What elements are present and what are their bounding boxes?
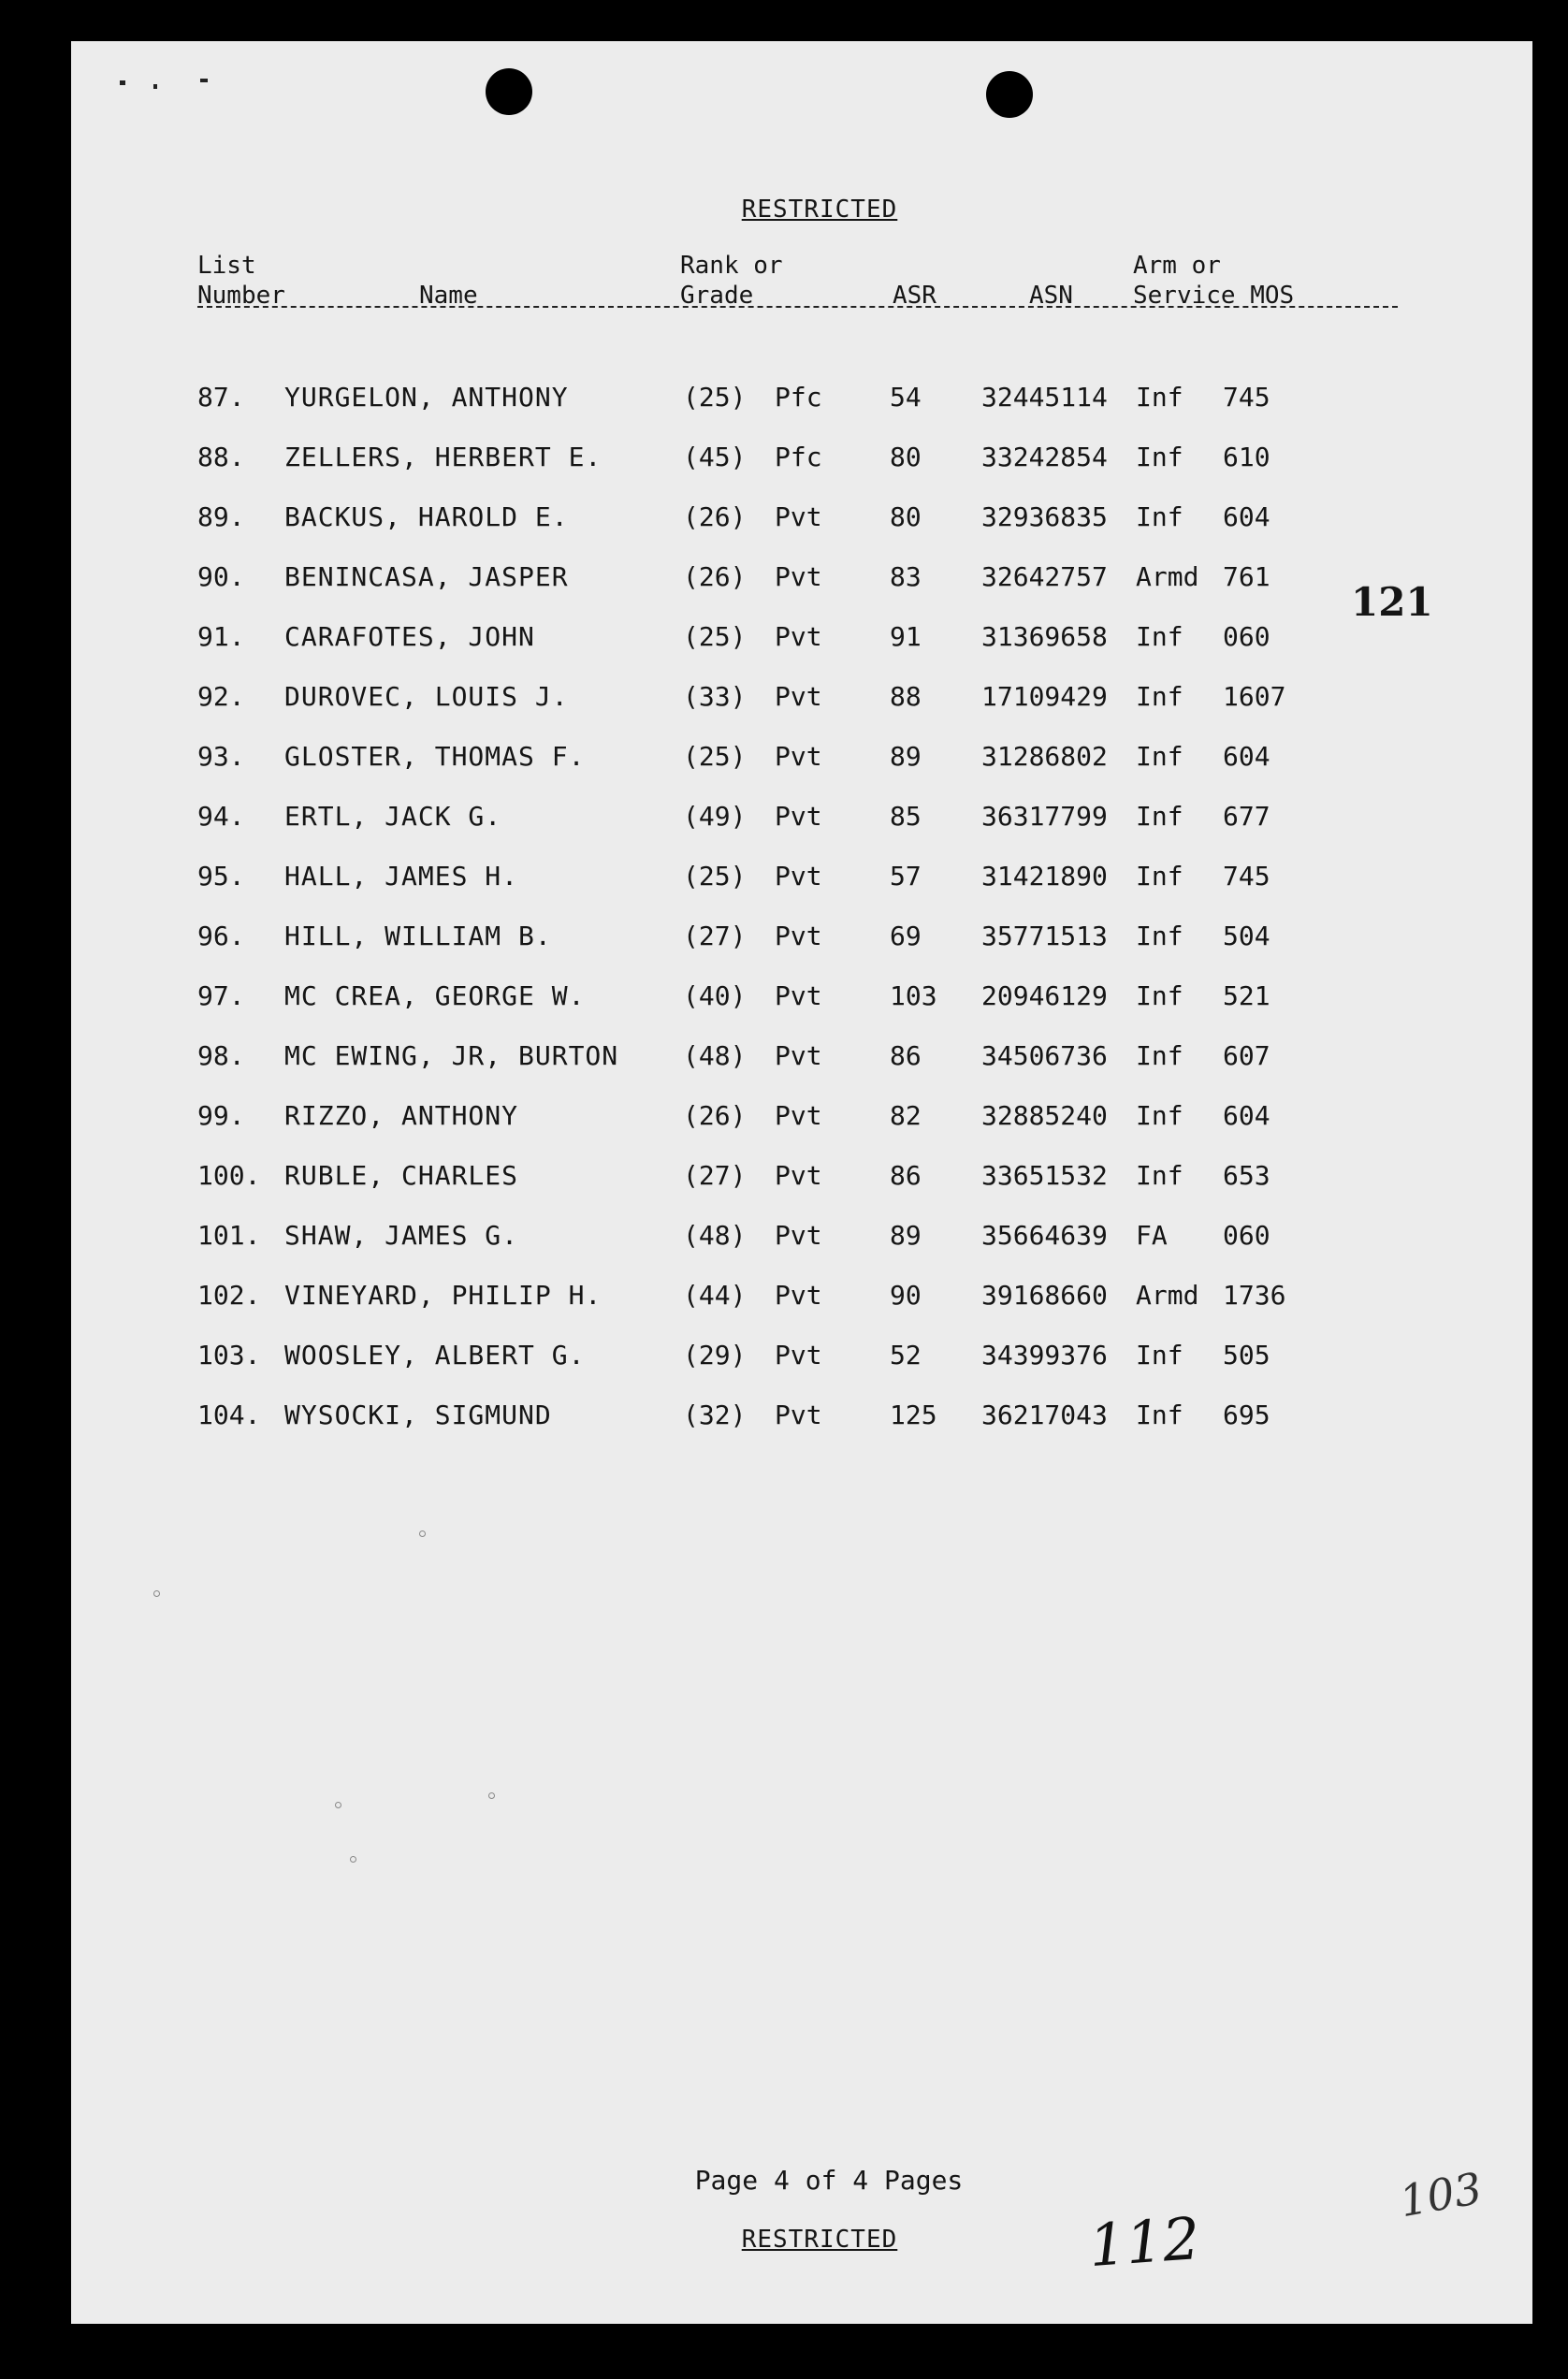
army-serial-number: 35771513 xyxy=(981,921,1108,951)
army-serial-number: 17109429 xyxy=(981,681,1108,712)
grade-code: (25) xyxy=(683,861,747,892)
mos-code: 677 xyxy=(1223,801,1270,832)
restricted-marking-top: RESTRICTED xyxy=(741,196,898,224)
list-number: 93. xyxy=(197,741,245,772)
asr-score: 52 xyxy=(890,1340,922,1371)
grade-code: (25) xyxy=(683,382,747,413)
grade-code: (32) xyxy=(683,1400,747,1430)
header-arm-line1: Arm or xyxy=(1133,252,1221,280)
soldier-name: CARAFOTES, JOHN xyxy=(284,621,535,652)
arm-service: Inf xyxy=(1136,980,1183,1011)
speck xyxy=(200,79,208,82)
list-number: 104. xyxy=(197,1400,261,1430)
list-number: 95. xyxy=(197,861,245,892)
army-serial-number: 32885240 xyxy=(981,1100,1108,1131)
speck xyxy=(335,1802,341,1808)
table-row xyxy=(71,861,1532,921)
arm-service: Inf xyxy=(1136,621,1183,652)
arm-service: Inf xyxy=(1136,921,1183,951)
army-serial-number: 20946129 xyxy=(981,980,1108,1011)
mos-code: 060 xyxy=(1223,1220,1270,1251)
table-row xyxy=(71,382,1532,442)
asr-score: 83 xyxy=(890,561,922,592)
mos-code: 604 xyxy=(1223,1100,1270,1131)
grade: Pvt xyxy=(775,741,822,772)
list-number: 99. xyxy=(197,1100,245,1131)
speck xyxy=(120,80,125,85)
grade: Pvt xyxy=(775,1100,822,1131)
list-number: 88. xyxy=(197,442,245,472)
mos-code: 745 xyxy=(1223,861,1270,892)
army-serial-number: 36217043 xyxy=(981,1400,1108,1430)
army-serial-number: 32642757 xyxy=(981,561,1108,592)
soldier-name: MC CREA, GEORGE W. xyxy=(284,980,586,1011)
mos-code: 1607 xyxy=(1223,681,1286,712)
restricted-marking-bottom: RESTRICTED xyxy=(741,2226,898,2254)
army-serial-number: 31421890 xyxy=(981,861,1108,892)
header-rank-line1: Rank or xyxy=(680,252,783,280)
table-row xyxy=(71,1280,1532,1340)
asr-score: 125 xyxy=(890,1400,937,1430)
grade-code: (45) xyxy=(683,442,747,472)
grade-code: (44) xyxy=(683,1280,747,1311)
mos-code: 060 xyxy=(1223,621,1270,652)
arm-service: Armd xyxy=(1136,1280,1199,1311)
list-number: 90. xyxy=(197,561,245,592)
header-list-line2: Number xyxy=(197,282,285,310)
asr-score: 89 xyxy=(890,741,922,772)
arm-service: Inf xyxy=(1136,1040,1183,1071)
grade-code: (27) xyxy=(683,921,747,951)
asr-score: 86 xyxy=(890,1160,922,1191)
grade-code: (26) xyxy=(683,501,747,532)
asr-score: 89 xyxy=(890,1220,922,1251)
army-serial-number: 33242854 xyxy=(981,442,1108,472)
army-serial-number: 32445114 xyxy=(981,382,1108,413)
grade-code: (49) xyxy=(683,801,747,832)
grade: Pvt xyxy=(775,1400,822,1430)
soldier-name: WOOSLEY, ALBERT G. xyxy=(284,1340,586,1371)
header-asn: ASN xyxy=(1029,282,1073,310)
mos-code: 607 xyxy=(1223,1040,1270,1071)
table-row xyxy=(71,741,1532,801)
grade: Pvt xyxy=(775,1220,822,1251)
table-row xyxy=(71,681,1532,741)
punch-hole-right xyxy=(986,71,1033,118)
mos-code: 761 xyxy=(1223,561,1270,592)
list-number: 87. xyxy=(197,382,245,413)
header-asr: ASR xyxy=(893,282,936,310)
header-list-number xyxy=(197,251,285,311)
asr-score: 90 xyxy=(890,1280,922,1311)
soldier-name: ERTL, JACK G. xyxy=(284,801,502,832)
table-row xyxy=(71,1100,1532,1160)
grade: Pvt xyxy=(775,921,822,951)
grade-code: (48) xyxy=(683,1220,747,1251)
soldier-name: RIZZO, ANTHONY xyxy=(284,1100,519,1131)
table-row xyxy=(71,1220,1532,1280)
soldier-name: BACKUS, HAROLD E. xyxy=(284,501,569,532)
grade-code: (48) xyxy=(683,1040,747,1071)
speck xyxy=(419,1530,426,1537)
soldier-name: SHAW, JAMES G. xyxy=(284,1220,519,1251)
table-row xyxy=(71,1400,1532,1459)
list-number: 102. xyxy=(197,1280,261,1311)
list-number: 98. xyxy=(197,1040,245,1071)
grade-code: (26) xyxy=(683,1100,747,1131)
table-row xyxy=(71,980,1532,1040)
grade-code: (33) xyxy=(683,681,747,712)
asr-score: 88 xyxy=(890,681,922,712)
speck xyxy=(488,1792,495,1799)
arm-service: Armd xyxy=(1136,561,1199,592)
handwritten-page-number: 112 xyxy=(1086,2203,1202,2281)
grade-code: (40) xyxy=(683,980,747,1011)
page-label: Page 4 of 4 Pages xyxy=(694,2165,964,2196)
mos-code: 745 xyxy=(1223,382,1270,413)
soldier-name: BENINCASA, JASPER xyxy=(284,561,569,592)
grade: Pvt xyxy=(775,501,822,532)
stamp-number: 121 xyxy=(1351,579,1433,625)
soldier-name: MC EWING, JR, BURTON xyxy=(284,1040,619,1071)
asr-score: 86 xyxy=(890,1040,922,1071)
document-page xyxy=(71,41,1532,2324)
arm-service: Inf xyxy=(1136,1400,1183,1430)
list-number: 100. xyxy=(197,1160,261,1191)
arm-service: Inf xyxy=(1136,861,1183,892)
speck xyxy=(350,1856,356,1863)
list-number: 97. xyxy=(197,980,245,1011)
soldier-name: YURGELON, ANTHONY xyxy=(284,382,569,413)
header-list-line1: List xyxy=(197,252,256,280)
mos-code: 653 xyxy=(1223,1160,1270,1191)
grade: Pvt xyxy=(775,621,822,652)
list-number: 89. xyxy=(197,501,245,532)
header-name: Name xyxy=(419,282,478,310)
table-row xyxy=(71,1160,1532,1220)
mos-code: 695 xyxy=(1223,1400,1270,1430)
asr-score: 103 xyxy=(890,980,937,1011)
mos-code: 610 xyxy=(1223,442,1270,472)
table-row xyxy=(71,921,1532,980)
grade-code: (26) xyxy=(683,561,747,592)
army-serial-number: 33651532 xyxy=(981,1160,1108,1191)
grade: Pvt xyxy=(775,861,822,892)
grade: Pvt xyxy=(775,801,822,832)
army-serial-number: 35664639 xyxy=(981,1220,1108,1251)
soldier-name: DUROVEC, LOUIS J. xyxy=(284,681,569,712)
grade: Pfc xyxy=(775,442,822,472)
grade: Pvt xyxy=(775,980,822,1011)
grade: Pvt xyxy=(775,1160,822,1191)
table-row xyxy=(71,1340,1532,1400)
header-arm-line2: Service MOS xyxy=(1133,282,1295,310)
handwritten-corner-number: 103 xyxy=(1395,2162,1486,2227)
arm-service: FA xyxy=(1136,1220,1168,1251)
asr-score: 54 xyxy=(890,382,922,413)
army-serial-number: 31286802 xyxy=(981,741,1108,772)
asr-score: 69 xyxy=(890,921,922,951)
soldier-name: ZELLERS, HERBERT E. xyxy=(284,442,603,472)
soldier-name: HILL, WILLIAM B. xyxy=(284,921,552,951)
army-serial-number: 31369658 xyxy=(981,621,1108,652)
grade: Pvt xyxy=(775,1280,822,1311)
mos-code: 521 xyxy=(1223,980,1270,1011)
asr-score: 91 xyxy=(890,621,922,652)
mos-code: 1736 xyxy=(1223,1280,1286,1311)
soldier-name: GLOSTER, THOMAS F. xyxy=(284,741,586,772)
speck xyxy=(153,84,157,89)
list-number: 96. xyxy=(197,921,245,951)
grade: Pvt xyxy=(775,681,822,712)
soldier-name: WYSOCKI, SIGMUND xyxy=(284,1400,552,1430)
list-number: 103. xyxy=(197,1340,261,1371)
army-serial-number: 36317799 xyxy=(981,801,1108,832)
army-serial-number: 34506736 xyxy=(981,1040,1108,1071)
grade-code: (27) xyxy=(683,1160,747,1191)
header-rule xyxy=(197,306,1398,308)
arm-service: Inf xyxy=(1136,1340,1183,1371)
grade-code: (29) xyxy=(683,1340,747,1371)
grade-code: (25) xyxy=(683,741,747,772)
arm-service: Inf xyxy=(1136,741,1183,772)
army-serial-number: 39168660 xyxy=(981,1280,1108,1311)
grade: Pvt xyxy=(775,1040,822,1071)
soldier-name: VINEYARD, PHILIP H. xyxy=(284,1280,603,1311)
arm-service: Inf xyxy=(1136,442,1183,472)
mos-code: 604 xyxy=(1223,501,1270,532)
table-row xyxy=(71,1040,1532,1100)
grade-code: (25) xyxy=(683,621,747,652)
arm-service: Inf xyxy=(1136,501,1183,532)
arm-service: Inf xyxy=(1136,382,1183,413)
table-row xyxy=(71,501,1532,561)
list-number: 92. xyxy=(197,681,245,712)
asr-score: 80 xyxy=(890,442,922,472)
speck xyxy=(153,1590,160,1597)
list-number: 94. xyxy=(197,801,245,832)
soldier-name: HALL, JAMES H. xyxy=(284,861,519,892)
table-row xyxy=(71,442,1532,501)
list-number: 101. xyxy=(197,1220,261,1251)
asr-score: 80 xyxy=(890,501,922,532)
asr-score: 85 xyxy=(890,801,922,832)
asr-score: 57 xyxy=(890,861,922,892)
arm-service: Inf xyxy=(1136,801,1183,832)
header-arm-service-mos xyxy=(1133,251,1294,311)
arm-service: Inf xyxy=(1136,681,1183,712)
header-rank-grade xyxy=(680,251,783,311)
soldier-name: RUBLE, CHARLES xyxy=(284,1160,519,1191)
mos-code: 504 xyxy=(1223,921,1270,951)
list-number: 91. xyxy=(197,621,245,652)
grade: Pfc xyxy=(775,382,822,413)
army-serial-number: 32936835 xyxy=(981,501,1108,532)
header-rank-line2: Grade xyxy=(680,282,754,310)
asr-score: 82 xyxy=(890,1100,922,1131)
table-row xyxy=(71,621,1532,681)
mos-code: 505 xyxy=(1223,1340,1270,1371)
arm-service: Inf xyxy=(1136,1160,1183,1191)
mos-code: 604 xyxy=(1223,741,1270,772)
arm-service: Inf xyxy=(1136,1100,1183,1131)
grade: Pvt xyxy=(775,1340,822,1371)
punch-hole-left xyxy=(486,68,532,115)
grade: Pvt xyxy=(775,561,822,592)
army-serial-number: 34399376 xyxy=(981,1340,1108,1371)
table-row xyxy=(71,801,1532,861)
table-row xyxy=(71,561,1532,621)
